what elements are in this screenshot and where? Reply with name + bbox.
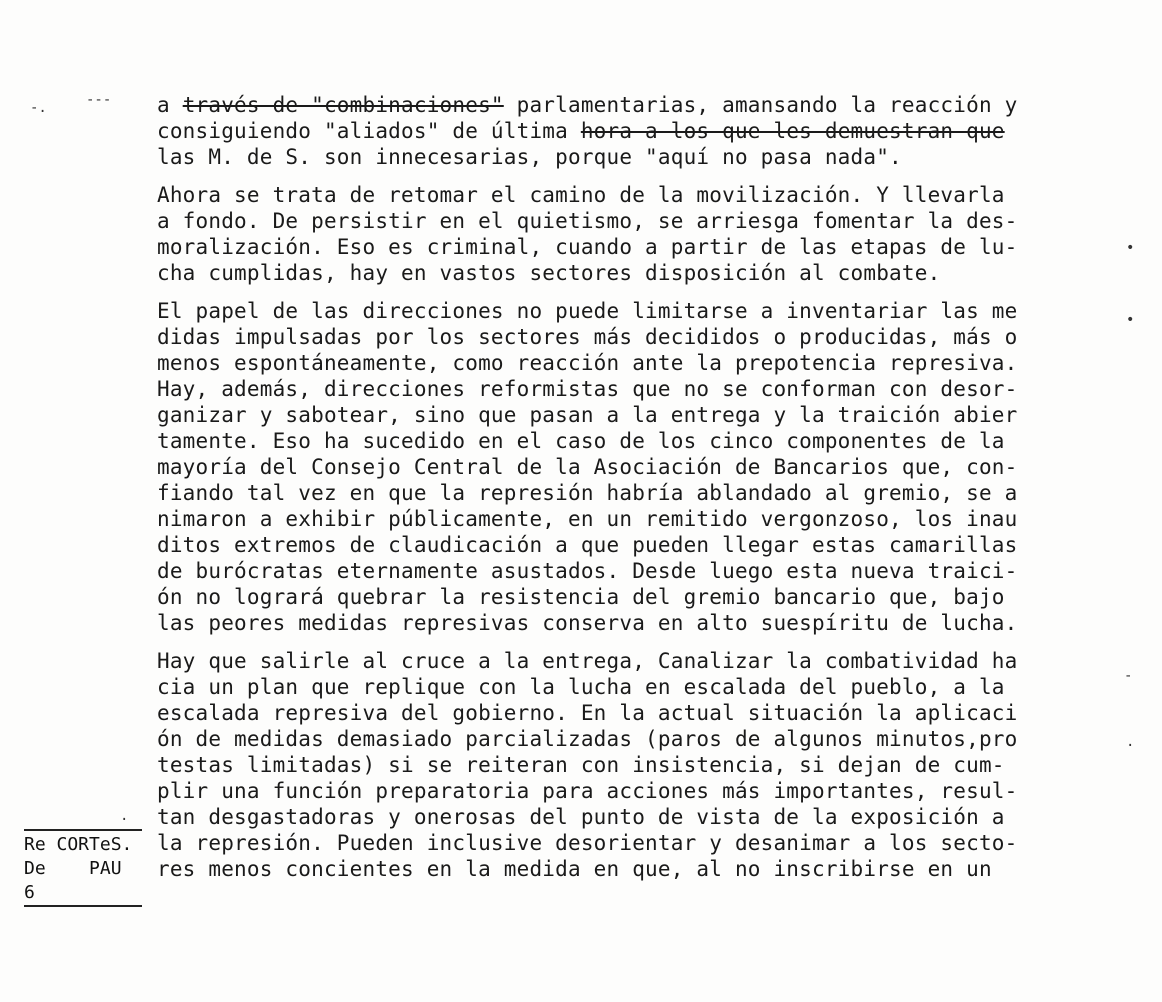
margin-mark: •: [1126, 240, 1135, 256]
text-line: a fondo. De persistir en el quietismo, se arriesga fomentar la des-: [157, 209, 1018, 233]
paragraph: [157, 182, 1117, 286]
paragraph: [157, 648, 1117, 882]
text-line: ganizar y sabotear, sino que pasan a la entrega y la traición abier: [157, 403, 1018, 427]
struck-text: través de "combinaciones": [182, 93, 504, 117]
text-line: tan desgastadoras y onerosas del punto de vista de la exposición a: [157, 805, 1005, 829]
stamp-line: Re CORTeS.: [24, 829, 142, 857]
text-line: ón de medidas demasiado parcializadas (paros de algunos minutos,pro: [157, 727, 1018, 751]
text-line: Hay que salirle al cruce a la entrega, Canalizar la combatividad ha: [157, 649, 1018, 673]
struck-text: hora a los que les demuestran que: [580, 119, 1005, 143]
text-line: tamente. Eso ha sucedido en el caso de los cinco componentes de la: [157, 429, 1005, 453]
stamp-line: 6: [24, 881, 142, 907]
text-line: fiando tal vez en que la represión habría ablandado al gremio, se a: [157, 481, 1018, 505]
margin-mark: -.: [30, 100, 47, 116]
text-line: res menos concientes en la medida en que, al no inscribirse en un: [157, 857, 992, 881]
text-line: escalada represiva del gobierno. En la actual situación la aplicaci: [157, 701, 1018, 725]
text-line: ditos extremos de claudicación a que pueden llegar estas camarillas: [157, 533, 1018, 557]
margin-mark: ---: [86, 92, 112, 108]
text-line: las M. de S. son innecesarias, porque "aquí no pasa nada".: [157, 145, 902, 169]
text-line: la represión. Pueden inclusive desorientar y desanimar a los secto-: [157, 831, 1018, 855]
text-line: cha cumplidas, hay en vastos sectores disposición al combate.: [157, 261, 941, 285]
text-line: plir una función preparatoria para acciones más importantes, resul-: [157, 779, 1018, 803]
text-line: consiguiendo "aliados" de última hora a los que les demuestran que: [157, 119, 1005, 143]
text-line: testas limitadas) si se reiteran con insistencia, si dejan de cum-: [157, 753, 1005, 777]
text-line: cia un plan que replique con la lucha en escalada del pueblo, a la: [157, 675, 1005, 699]
stamp-line: De PAU: [24, 858, 122, 879]
text-line: las peores medidas represivas conserva en alto suespíritu de lucha.: [157, 611, 1018, 635]
margin-mark: .: [1126, 734, 1135, 750]
text-line: El papel de las direcciones no puede limitarse a inventariar las me: [157, 299, 1018, 323]
text-line: ón no logrará quebrar la resistencia del gremio bancario que, bajo: [157, 585, 1005, 609]
margin-mark: .: [120, 808, 129, 824]
margin-mark: •: [1126, 312, 1135, 328]
archive-stamp: [24, 829, 142, 907]
paragraph: [157, 298, 1117, 636]
body-text: [157, 92, 1117, 894]
text-line: moralización. Eso es criminal, cuando a partir de las etapas de lu-: [157, 235, 1018, 259]
text-line: de burócratas eternamente asustados. Desde luego esta nueva traici-: [157, 559, 1018, 583]
text-line: didas impulsadas por los sectores más decididos o producidas, más o: [157, 325, 1018, 349]
text-line: a través de "combinaciones" parlamentarias, amansando la reacción y: [157, 93, 1018, 117]
text-line: menos espontáneamente, como reacción ante la prepotencia represiva.: [157, 351, 1018, 375]
text-line: mayoría del Consejo Central de la Asociación de Bancarios que, con-: [157, 455, 1018, 479]
paragraph: [157, 92, 1117, 170]
text-line: Hay, además, direcciones reformistas que no se conforman con desor-: [157, 377, 1018, 401]
margin-mark: -: [1124, 668, 1133, 684]
text-line: nimaron a exhibir públicamente, en un remitido vergonzoso, los inau: [157, 507, 1018, 531]
text-line: Ahora se trata de retomar el camino de la movilización. Y llevarla: [157, 183, 1005, 207]
